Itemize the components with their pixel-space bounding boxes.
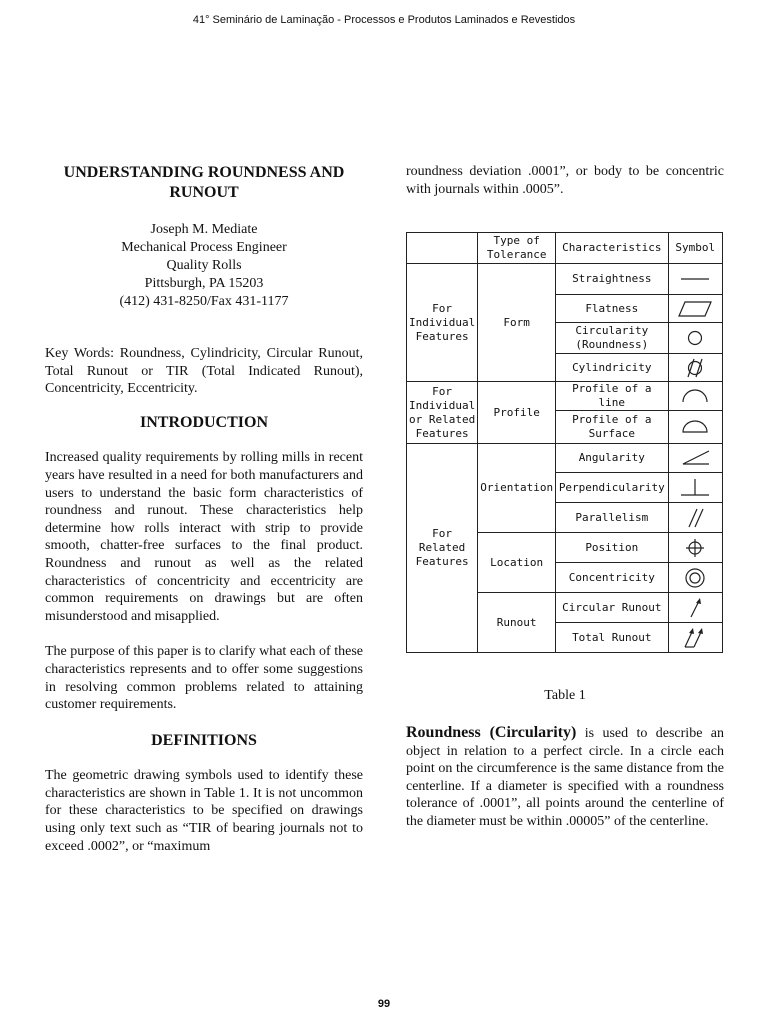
- symbol-cell: [668, 411, 722, 444]
- author-block: [45, 221, 363, 311]
- symbol-cell: [668, 382, 722, 411]
- circular-runout-icon: [675, 597, 715, 619]
- running-header: 41° Seminário de Laminação - Processos e Produtos Laminados e Revestidos: [192, 14, 576, 26]
- group-individual: For Individual Features: [407, 264, 478, 382]
- table-row: [407, 264, 723, 295]
- symbol-cell: [668, 563, 722, 593]
- char-flatness: Flatness: [556, 295, 668, 323]
- keywords: Key Words: Roundness, Cylindricity, Circular Runout, Total Runout or TIR (Total Indicated Runout), Concentricity, Eccentricity.: [45, 346, 363, 397]
- symbol-cell: [668, 503, 722, 533]
- position-icon: [675, 537, 715, 559]
- author-name: Joseph M. Mediate: [150, 222, 258, 237]
- author-position: Mechanical Process Engineer: [121, 240, 287, 255]
- char-concentricity: Concentricity: [556, 563, 668, 593]
- straightness-icon: [675, 269, 715, 289]
- type-location: Location: [478, 533, 556, 593]
- cylindricity-icon: [675, 357, 715, 379]
- symbol-cell: [668, 444, 722, 473]
- introduction-heading: INTRODUCTION: [139, 413, 268, 431]
- definitions-paragraph: The geometric drawing symbols used to identify these characteristics are shown in Table 1. It is not uncommon for these characteristics to be specified on drawings using only text such as “TIR of bearing journals not to exceed .0002”, or “maximum: [45, 768, 363, 854]
- definitions-paragraph-continued: roundness deviation .0001”, or body to be concentric with journals within .0005”.: [406, 164, 724, 197]
- group-individual-or-related: For Individual or Related Features: [407, 382, 478, 444]
- char-straightness: Straightness: [556, 264, 668, 295]
- author-company: Quality Rolls: [166, 258, 242, 273]
- angularity-icon: [675, 448, 715, 468]
- symbol-cell: [668, 623, 722, 653]
- char-profile-surface: Profile of a Surface: [556, 411, 668, 444]
- char-total-runout: Total Runout: [556, 623, 668, 653]
- left-column: [45, 163, 363, 855]
- definitions-heading: DEFINITIONS: [151, 731, 257, 749]
- char-circular-runout: Circular Runout: [556, 593, 668, 623]
- author-phone: (412) 431-8250/Fax 431-1177: [119, 294, 289, 309]
- page-number: 99: [377, 998, 391, 1010]
- symbol-cell: [668, 323, 722, 354]
- concentricity-icon: [675, 566, 715, 590]
- symbol-cell: [668, 533, 722, 563]
- group-related: For Related Features: [407, 444, 478, 653]
- introduction-paragraph-2: The purpose of this paper is to clarify what each of these characteristics represents and to offer some suggestions in resolving common problems related to attaining customer requirements.: [45, 644, 363, 713]
- char-cylindricity: Cylindricity: [556, 354, 668, 382]
- total-runout-icon: [675, 627, 715, 649]
- profile-surface-icon: [675, 417, 715, 437]
- flatness-icon: [675, 299, 715, 319]
- table-header-type: Type of Tolerance: [478, 233, 556, 264]
- symbol-cell: [668, 264, 722, 295]
- tolerance-table: [406, 232, 723, 653]
- author-location: Pittsburgh, PA 15203: [144, 276, 264, 291]
- roundness-term: Roundness (Circularity): [406, 724, 577, 741]
- table-header-characteristics: Characteristics: [556, 233, 668, 264]
- symbol-cell: [668, 354, 722, 382]
- roundness-paragraph: [406, 724, 724, 831]
- char-angularity: Angularity: [556, 444, 668, 473]
- table-header-symbol: Symbol: [668, 233, 722, 264]
- type-form: Form: [478, 264, 556, 382]
- type-orientation: Orientation: [478, 444, 556, 533]
- char-parallelism: Parallelism: [556, 503, 668, 533]
- char-circularity: Circularity (Roundness): [556, 323, 668, 354]
- parallelism-icon: [675, 507, 715, 529]
- char-position: Position: [556, 533, 668, 563]
- symbol-cell: [668, 295, 722, 323]
- table-header-row: [407, 233, 723, 264]
- article-title: UNDERSTANDING ROUNDNESS AND RUNOUT: [63, 164, 345, 201]
- table-header-empty: [407, 233, 478, 264]
- char-profile-line: Profile of a line: [556, 382, 668, 411]
- circularity-icon: [675, 328, 715, 348]
- type-runout: Runout: [478, 593, 556, 653]
- symbol-cell: [668, 473, 722, 503]
- roundness-text: is used to describe an object in relation to a perfect circle. In a circle each point on the circumference is the same distance from the centerline. If a diameter is specified with a roundness tolerance of .0001”, all points around the centerline of the diameter must be within .00005” of the centerline.: [406, 726, 724, 829]
- introduction-paragraph-1: Increased quality requirements by rolling mills in recent years have resulted in a need for both manufacturers and users to understand the basic form characteristics of roundness and runout. These characteristics help determine how rolls interact with strip to provide smooth, chatter-free surfaces to the final product. Roundness and runout as well as the related characteristics of concentricity and eccentricity are common requirements on drawings but are often misunderstood and misapplied.: [45, 450, 363, 624]
- perpendicularity-icon: [675, 477, 715, 499]
- table-row: [407, 444, 723, 473]
- right-column: [406, 163, 724, 198]
- type-profile: Profile: [478, 382, 556, 444]
- table-caption: Table 1: [544, 688, 586, 703]
- symbol-cell: [668, 593, 722, 623]
- profile-line-icon: [675, 386, 715, 406]
- char-perpendicularity: Perpendicularity: [556, 473, 668, 503]
- table-row: [407, 382, 723, 411]
